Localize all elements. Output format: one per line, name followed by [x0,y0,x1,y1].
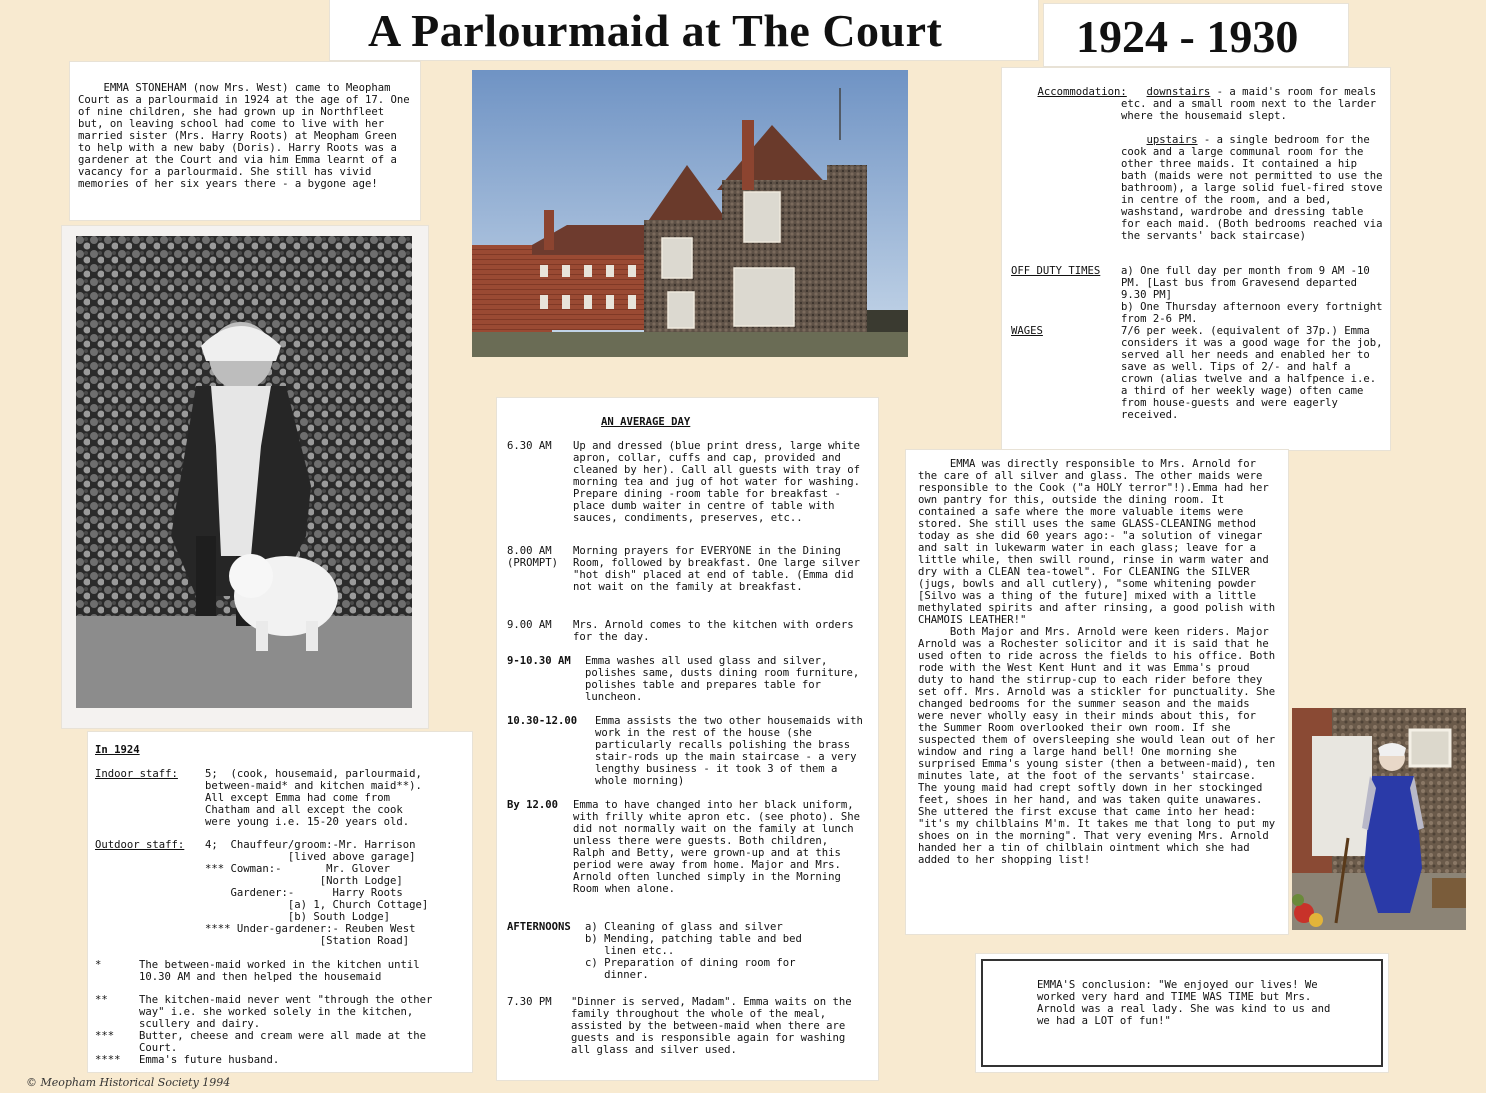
staff-heading: In 1924 [95,744,140,756]
note-mark: **** [95,1054,121,1066]
accommodation-sheet [1002,68,1390,450]
upstairs-text: - a single bedroom for the cook and a large communal room for the other three maids. It contained a hip bath (maids were not permitted to use the bathroom), a large solid fuel-fired stove in centre of the room, and a bed, washstand, wardrobe and dressing table for each maid. (Both bedrooms reached via the servants' back staircase) [1121,134,1389,242]
years-banner [1044,4,1348,66]
conclusion-text: EMMA'S conclusion: "We enjoyed our lives! We worked very hard and TIME WAS TIME but Mrs. Arnold was a real lady. She was kind to us and we had a LOT of fun!" [1037,979,1337,1027]
day-time: 9.00 AM [507,619,552,631]
wages-label: WAGES [1011,325,1043,337]
intro-paragraph: EMMA STONEHAM (now Mrs. West) came to Meopham Court as a parlourmaid in 1924 at the age of 17. One of nine children, she had grown up in Northfleet but, on leaving school had come to live with her married sister (Mrs. Harry Roots) at Meopham Green to help with a new baby (Doris). Harry Roots was a gardener at the Court and via him Emma learnt of a vacancy for a parlourmaid. She still has vivid memories of her six years there - a bygone age! [78,82,417,190]
note-text: The between-maid worked in the kitchen until 10.30 AM and then helped the housemaid [139,959,427,983]
conclusion-box [981,959,1383,1067]
page-title: A Parlourmaid at The Court [368,5,943,56]
intro-text [78,70,417,202]
wages-text: 7/6 per week. (equivalent of 37p.) Emma considers it was a good wage for the job, served all her needs and enabled her to save as well. Tips of 2/- and half a crown (alias twelve and a halfpence i.e. a third of her weekly wage) often came from house-guests and were eagerly received. [1121,325,1389,421]
offduty-text: a) One full day per month from 9 AM -10 PM. [Last bus from Gravesend departed 9.30 PM] b) One Thursday afternoon every fortnight from 2-6 PM. [1121,265,1383,325]
title-banner [330,0,1038,60]
day-text: "Dinner is served, Madam". Emma waits on the family throughout the whole of the meal, assisted by the between-maid when there are guests and is responsible again for washing all glass and silver used. [571,996,859,1056]
note-text: Emma's future husband. [139,1054,280,1066]
indoor-staff-text: 5; (cook, housemaid, parlourmaid, between-maid* and kitchen maid**). All except Emma had come from Chatham and all except the cook were young i.e. 15-20 years old. [205,768,422,828]
day-text: Mrs. Arnold comes to the kitchen with orders for the day. [573,619,861,643]
day-time: 10.30-12.00 [507,715,578,727]
years-title: 1924 - 1930 [1076,11,1299,62]
day-time: 9-10.30 AM [507,655,571,667]
note-mark: ** [95,994,108,1006]
story-text: EMMA was directly responsible to Mrs. Arnold for the care of all silver and glass. The other maids were responsible to the Cook ("a HOLY terror"!).Emma had her own pantry for this, outside the dining room. It contained a safe where the more valuable items were stored. She still uses the same GLASS-CLEANING method today as she did 60 years ago:- "a solution of vinegar and salt in lukewarm water in each glass; leave for a little while, then swill round, rinse in warm water and dry with a CLEAN tea-towel". For CLEANING the SILVER (jugs, bowls and all cutlery), "some whitening powder [Silvo was a thing of the future] mixed with a little methylated spirits and after rinsing, a good polish with CHAMOIS LEATHER!" Both Major and Mrs. Arnold were keen riders. Major Arnold was a Rochester solicitor and it is said that he used often to ride across the fields to his office. Both rode with the West Kent Hunt and it was Emma's proud duty to hand the stirrup-cup to each rider before they set off. Mrs. Arnold was a stickler for punctuality. She changed bedrooms for the summer season and the maids were never wholly easy in their minds about this, for the Summer Room overlooked their own room. If she suspected them of oversleeping she would lean out of her window and ring a large hand bell! One morning she surprised Emma's young sister (then a between-maid), ten minutes late, at the foot of the servants' staircase. The young maid had crept softly down in her stockinged feet, shoes in her hand, and was taken quite unawares. She uttered the first excuse that came into her head: "it's my chilblains M'm. It takes me that long to put my shoes on in the morning". That very evening Mrs. Arnold handed her a tin of chilblain ointment which she had added to her shopping list! [918,458,1276,866]
day-text: Emma to have changed into her black uniform, with frilly white apron etc. (see photo). She did not normally wait on the family at lunch unless there were guests. Both children, Ralph and Betty, were grown-up and at this period were away from home. Major and Mrs. Arnold often lunched simply in the Morning Room when alone. [573,799,867,895]
staff-sheet [88,732,472,1072]
emma-uniform-photo [76,236,412,708]
outdoor-staff-label: Outdoor staff: [95,839,185,851]
court-house-photo [472,70,908,357]
offduty-label: OFF DUTY TIMES [1011,265,1101,277]
day-time: By 12.00 [507,799,559,811]
day-text: Up and dressed (blue print dress, large white apron, collar, cuffs and cap, provided and cleaned by her). Call all guests with tray of morning tea and jug of hot water for washing. Prepare dining -room table for breakfast - place dumb waiter in centre of table with sauces, condiments, preserves, etc.. [573,440,867,524]
emma-recent-photo [1292,708,1466,930]
copyright-note: © Meopham Historical Society 1994 [26,1076,231,1089]
note-mark: * [95,959,102,971]
downstairs-label: downstairs [1146,86,1211,98]
outdoor-staff-text: 4; Chauffeur/groom:-Mr. Harrison [lived above garage] *** Cowman:- Mr. Glover [North Lodge] Gardener:- Harry Roots [a) 1, Church Cottage] [b) South Lodge] **** Under-gardener:- Reuben West [Station Road] [205,839,429,947]
day-text: a) Cleaning of glass and silver b) Mending, patching table and bed linen etc.. c) Preparation of dining room for dinner. [585,921,802,981]
emma-photo-mount [62,226,428,728]
story-sheet [906,450,1288,934]
day-text: Morning prayers for EVERYONE in the Dining Room, followed by breakfast. One large silver "hot dish" placed at end of table. (Emma did not wait on the family at breakfast. [573,545,867,593]
note-text: The kitchen-maid never went "through the other way" i.e. she worked solely in the kitchen, scullery and dairy. [139,994,439,1030]
day-text: Emma assists the two other housemaids with work in the rest of the house (she particularly recalls polishing the brass stair-rods up the main staircase - a very lengthy business - it took 3 of them a whole morning) [595,715,870,787]
indoor-staff-label: Indoor staff: [95,768,178,780]
accommodation-heading: Accommodation: [1037,86,1127,98]
upstairs-label: upstairs [1146,134,1198,146]
day-time: AFTERNOONS [507,921,571,933]
day-time: 7.30 PM [507,996,552,1008]
day-time: 6.30 AM [507,440,552,452]
accommodation-label [1012,74,1127,110]
day-time: 8.00 AM (PROMPT) [507,545,559,569]
intro-sheet [70,62,420,220]
average-day-heading: AN AVERAGE DAY [601,416,691,428]
day-text: Emma washes all used glass and silver, polishes same, dusts dining room furniture, polishes table and prepares table for luncheon. [585,655,866,703]
downstairs-text: - a maid's room for meals etc. and a small room next to the larder where the housemaid slept. [1121,86,1383,122]
note-mark: *** [95,1030,115,1042]
upstairs-body [1121,122,1389,254]
note-text: Butter, cheese and cream were all made at the Court. [139,1030,433,1054]
average-day-sheet [497,398,878,1080]
conclusion-sheet [976,954,1388,1072]
